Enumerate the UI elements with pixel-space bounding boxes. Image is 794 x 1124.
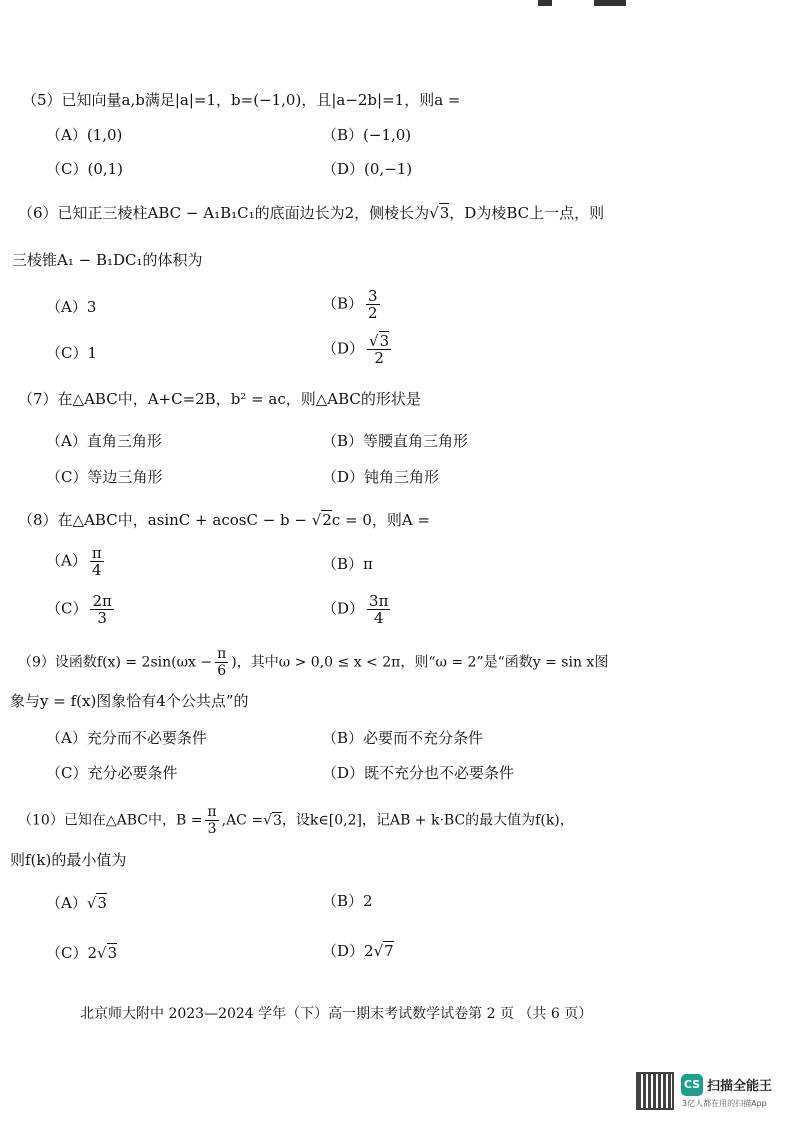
q8-option-a: （A） $\frac{\pi}{4}$ [46, 544, 102, 579]
q8-option-b: （B）π [322, 555, 373, 573]
q10-option-a: （A）√3 [46, 894, 107, 912]
q10-stem-line1: （10）已知在△ABC中，B = $\frac{\pi}{3}$ ,AC =√3，设k∈[0,2]，记AB + k·BC的最大值为f(k)， [18, 804, 574, 837]
q10-option-b: （B）2 [322, 892, 373, 910]
q6-option-c: （C）1 [46, 344, 98, 362]
q8-stem: （8）在△ABC中，asinC + acosC − b − √2c = 0，则A = [18, 511, 431, 529]
q10-option-d: （D）2√7 [322, 942, 394, 960]
q8-option-c: （C） $\frac{2\pi}{3}$ [46, 592, 112, 627]
page-footer: 北京师大附中 2023—2024 学年（下）高一期末考试数学试卷第 2 页 （共 6 页） [80, 1006, 593, 1022]
q9-stem-line1: （9）设函数f(x) = 2sin(ωx − $\frac{\pi}{6}$ )，其中ω > 0,0 ≤ x < 2π，则“ω = 2”是“函数y = sin x图 [18, 646, 609, 679]
q6-stem-line2: 三棱锥A₁ − B₁DC₁的体积为 [12, 251, 203, 269]
q10-option-c: （C）2√3 [46, 944, 118, 962]
q9-option-a: （A）充分而不必要条件 [46, 729, 207, 747]
q8-option-d: （D） $\frac{3\pi}{4}$ [322, 592, 389, 627]
camscanner-logo-icon: CS [681, 1074, 703, 1096]
scan-mark [594, 0, 626, 6]
q5-option-c: （C）(0,1) [46, 160, 124, 178]
q9-option-d: （D）既不充分也不必要条件 [322, 764, 515, 782]
scanner-app-name: 扫描全能王 [707, 1079, 773, 1094]
q9-option-b: （B）必要而不充分条件 [322, 729, 484, 747]
q5-option-d: （D）(0,−1) [322, 160, 413, 178]
q7-option-d: （D）钝角三角形 [322, 468, 440, 486]
scanner-app-tagline: 3亿人都在用的扫描App [682, 1099, 767, 1108]
scan-mark [538, 0, 552, 6]
q6-stem-line1: （6）已知正三棱柱ABC − A₁B₁C₁的底面边长为2，侧棱长为√3，D为棱BC上一点，则 [18, 204, 605, 222]
qr-code-icon [636, 1072, 674, 1110]
q7-option-b: （B）等腰直角三角形 [322, 432, 469, 450]
q5-stem: （5）已知向量a,b满足|a|=1，b=(−1,0)，且|a−2b|=1，则a = [22, 91, 461, 109]
q9-stem-line2: 象与y = f(x)图象恰有4个公共点”的 [10, 692, 249, 710]
q7-option-a: （A）直角三角形 [46, 432, 162, 450]
q6-option-d: （D） $\frac{√3}{2}$ [322, 332, 390, 367]
q7-stem: （7）在△ABC中，A+C=2B，b² = ac，则△ABC的形状是 [18, 390, 421, 408]
q10-stem-line2: 则f(k)的最小值为 [10, 851, 127, 869]
q6-option-a: （A）3 [46, 298, 97, 316]
q5-option-b: （B）(−1,0) [322, 126, 412, 144]
q7-option-c: （C）等边三角形 [46, 468, 163, 486]
q5-option-a: （A）(1,0) [46, 126, 123, 144]
q9-option-c: （C）充分必要条件 [46, 764, 178, 782]
q6-option-b: （B） $\frac{3}{2}$ [322, 287, 378, 322]
